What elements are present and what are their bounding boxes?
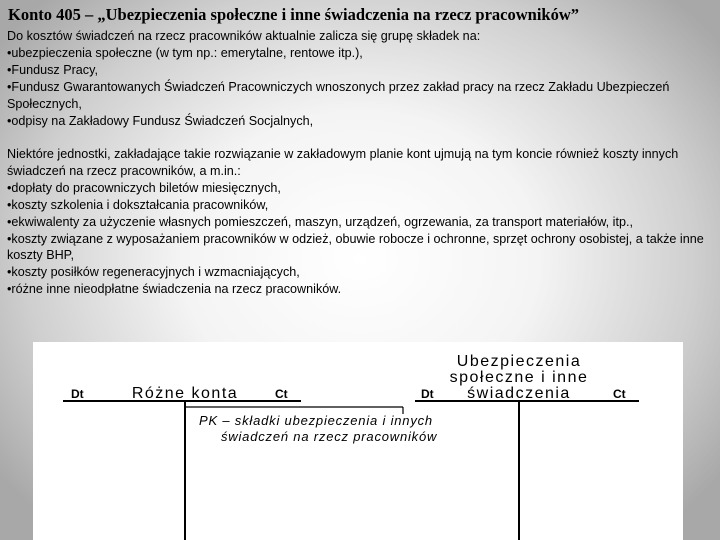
paragraph-other-benefits [7, 146, 717, 298]
right-account-name-line2: społeczne i inne [449, 369, 589, 386]
list-item: •koszty posiłków regeneracyjnych i wzmacniających, [7, 265, 300, 280]
intro-line: Do kosztów świadczeń na rzecz pracowników aktualnie zalicza się grupę składek na: [7, 29, 481, 43]
paragraph-contributions [7, 28, 717, 129]
right-account-name-line1: Ubezpieczenia [456, 353, 582, 370]
list-item: •koszty związane z wyposażaniem pracowników w odzież, obuwie robocze i ochronne, sprzęt ochrony osobistej, a także inne koszty BHP, [7, 231, 704, 263]
left-account-debit-label: Dt [71, 387, 84, 401]
list-item: •różne inne nieodpłatne świadczenia na rzecz pracowników. [7, 282, 342, 297]
list-item: •Fundusz Gwarantowanych Świadczeń Pracowniczych wnoszonych przez zakład pracy na rzecz Zakładu Ubezpieczeń Społecznych, [7, 79, 670, 111]
right-account-debit-label: Dt [421, 387, 434, 401]
entry-description-line1: PK – składki ubezpieczenia i innych [199, 413, 433, 428]
left-account-name: Różne konta [131, 385, 239, 402]
list-item: •odpisy na Zakładowy Fundusz Świadczeń Socjalnych, [7, 113, 314, 128]
list-item: •koszty szkolenia i dokształcania pracowników, [7, 197, 269, 212]
left-account-credit-label: Ct [275, 387, 288, 401]
page-title: Konto 405 – „Ubezpieczenia społeczne i inne świadczenia na rzecz pracowników” [8, 5, 580, 24]
entry-description-line2: świadczeń na rzecz pracowników [221, 429, 438, 444]
right-account-credit-label: Ct [613, 387, 626, 401]
list-item: •ubezpieczenia społeczne (w tym np.: emerytalne, rentowe itp.), [7, 45, 363, 60]
t-account-diagram [33, 342, 683, 540]
intro-line: Niektóre jednostki, zakładające takie rozwiązanie w zakładowym planie kont ujmują na tym koncie również koszty innych świadczeń na rzecz pracowników, a m.in.: [7, 147, 679, 178]
t-account-svg [33, 342, 683, 540]
list-item: •ekwiwalenty za użyczenie własnych pomieszczeń, maszyn, urządzeń, ogrzewania, za transport materiałów, itp., [7, 214, 633, 229]
list-item: •Fundusz Pracy, [7, 62, 98, 77]
list-item: •dopłaty do pracowniczych biletów miesięcznych, [7, 180, 281, 195]
right-account-name-line3: świadczenia [467, 385, 571, 402]
